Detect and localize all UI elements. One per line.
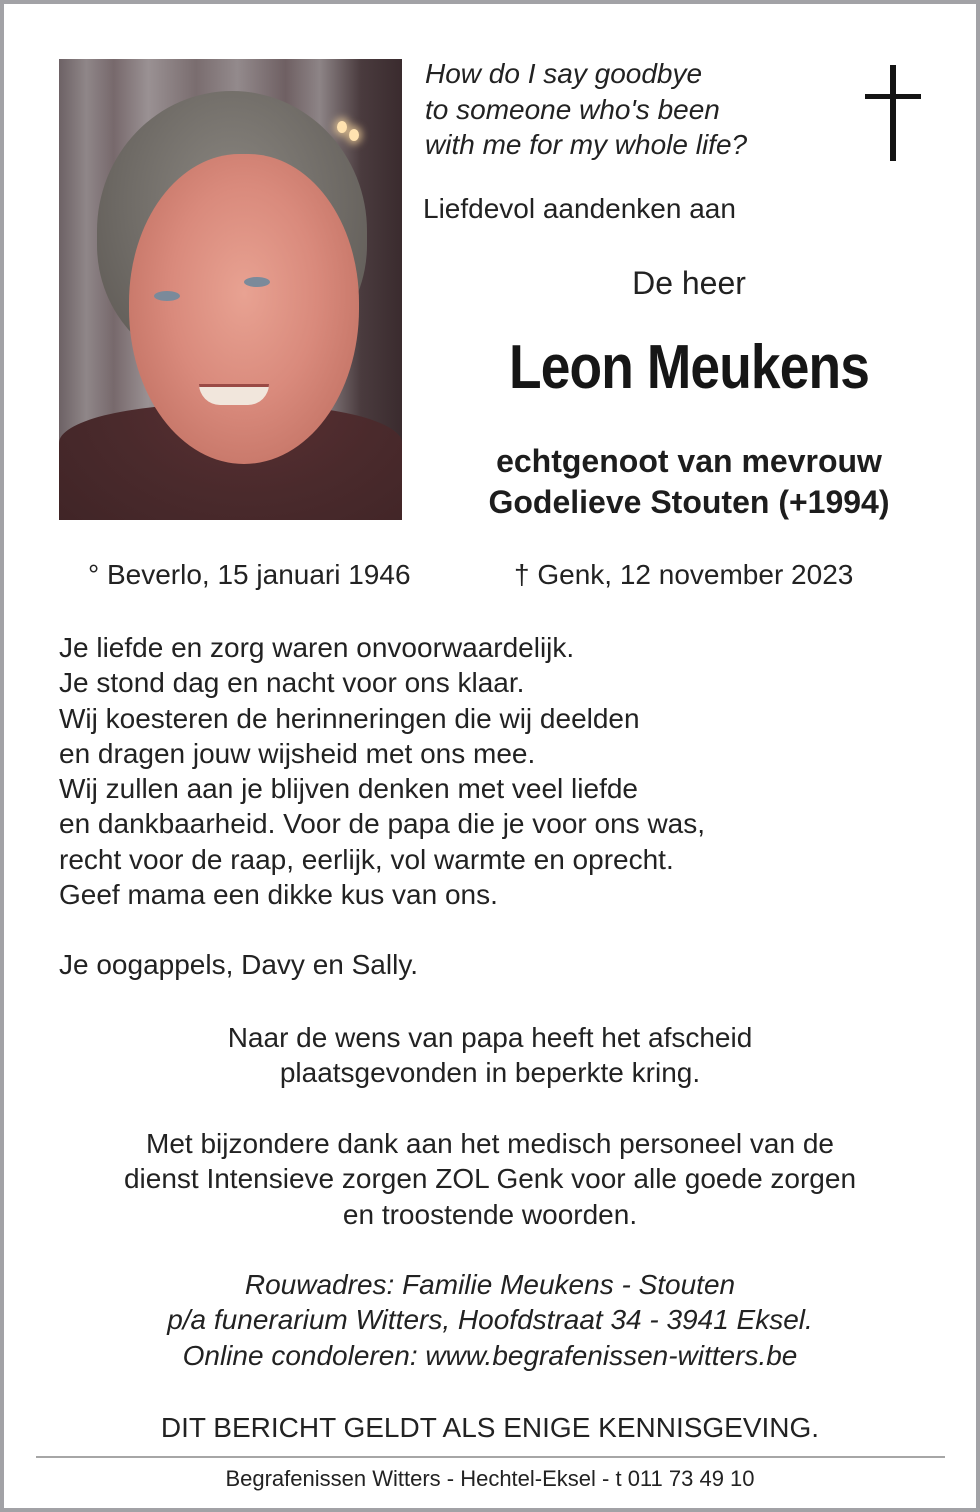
birth-place-date: Beverlo, 15 januari 1946 [106, 559, 411, 590]
in-memory-label: Liefdevol aandenken aan [423, 193, 736, 224]
obituary-card [4, 4, 976, 1508]
spouse-info [424, 441, 954, 523]
address-line: Rouwadres: Familie Meukens - Stouten [244, 1269, 736, 1300]
spouse-line: Godelieve Stouten (+1994) [488, 484, 890, 520]
funeral-home-footer: Begrafenissen Witters - Hechtel-Eksel - t 011 73 49 10 [225, 1466, 755, 1491]
photo-eye [154, 291, 180, 301]
address-line: p/a funerarium Witters, Hoofdstraat 34 - 3941 Eksel. [167, 1304, 813, 1336]
thanks-paragraph [4, 1126, 976, 1232]
poem-line: Geef mama een dikke kus van ons. [59, 879, 498, 911]
deceased-name: Leon Meukens [508, 333, 870, 402]
photo-mouth [199, 384, 269, 405]
birth-symbol: ° [88, 559, 100, 590]
footer-divider [36, 1456, 945, 1458]
honorific: De heer [632, 265, 746, 301]
farewell-paragraph [4, 1020, 976, 1091]
poem-line: Je liefde en zorg waren onvoorwaardelijk. [59, 632, 575, 663]
spouse-line: echtgenoot van mevrouw [496, 443, 882, 479]
opening-quote [425, 56, 747, 163]
dagger-icon: † [514, 559, 530, 590]
farewell-line: Naar de wens van papa heeft het afscheid [227, 1022, 753, 1053]
quote-line: How do I say goodbye [425, 58, 703, 89]
birth-info [88, 559, 411, 591]
farewell-line: plaatsgevonden in beperkte kring. [279, 1057, 701, 1089]
background-light [349, 129, 359, 141]
portrait-photo [59, 59, 402, 520]
photo-face [129, 154, 359, 464]
quote-line: to someone who's been [425, 93, 720, 125]
death-info [514, 559, 853, 591]
poem-signature: Je oogappels, Davy en Sally. [59, 949, 419, 980]
thanks-line: dienst Intensieve zorgen ZOL Genk voor alle goede zorgen [123, 1163, 857, 1195]
poem-line: en dragen jouw wijsheid met ons mee. [59, 737, 536, 769]
thanks-line: en troostende woorden. [342, 1198, 638, 1230]
official-notice: DIT BERICHT GELDT ALS ENIGE KENNISGEVING. [160, 1412, 820, 1443]
poem-line: Je stond dag en nacht voor ons klaar. [59, 667, 525, 699]
background-light [337, 121, 347, 133]
mourning-address [4, 1267, 976, 1373]
photo-eye [244, 277, 270, 287]
condolence-link[interactable]: Online condoleren: www.begrafenissen-witters.be [182, 1339, 798, 1371]
thanks-line: Met bijzondere dank aan het medisch personeel van de [146, 1128, 834, 1159]
poem [59, 630, 705, 912]
poem-line: Wij koesteren de herinneringen die wij deelden [59, 702, 640, 734]
cross-icon [865, 65, 921, 161]
death-place-date: Genk, 12 november 2023 [537, 559, 854, 590]
poem-line: en dankbaarheid. Voor de papa die je voor ons was, [59, 808, 706, 840]
quote-line: with me for my whole life? [425, 129, 748, 160]
poem-line: recht voor de raap, eerlijk, vol warmte en oprecht. [59, 843, 674, 875]
poem-line: Wij zullen aan je blijven denken met veel liefde [59, 773, 638, 805]
